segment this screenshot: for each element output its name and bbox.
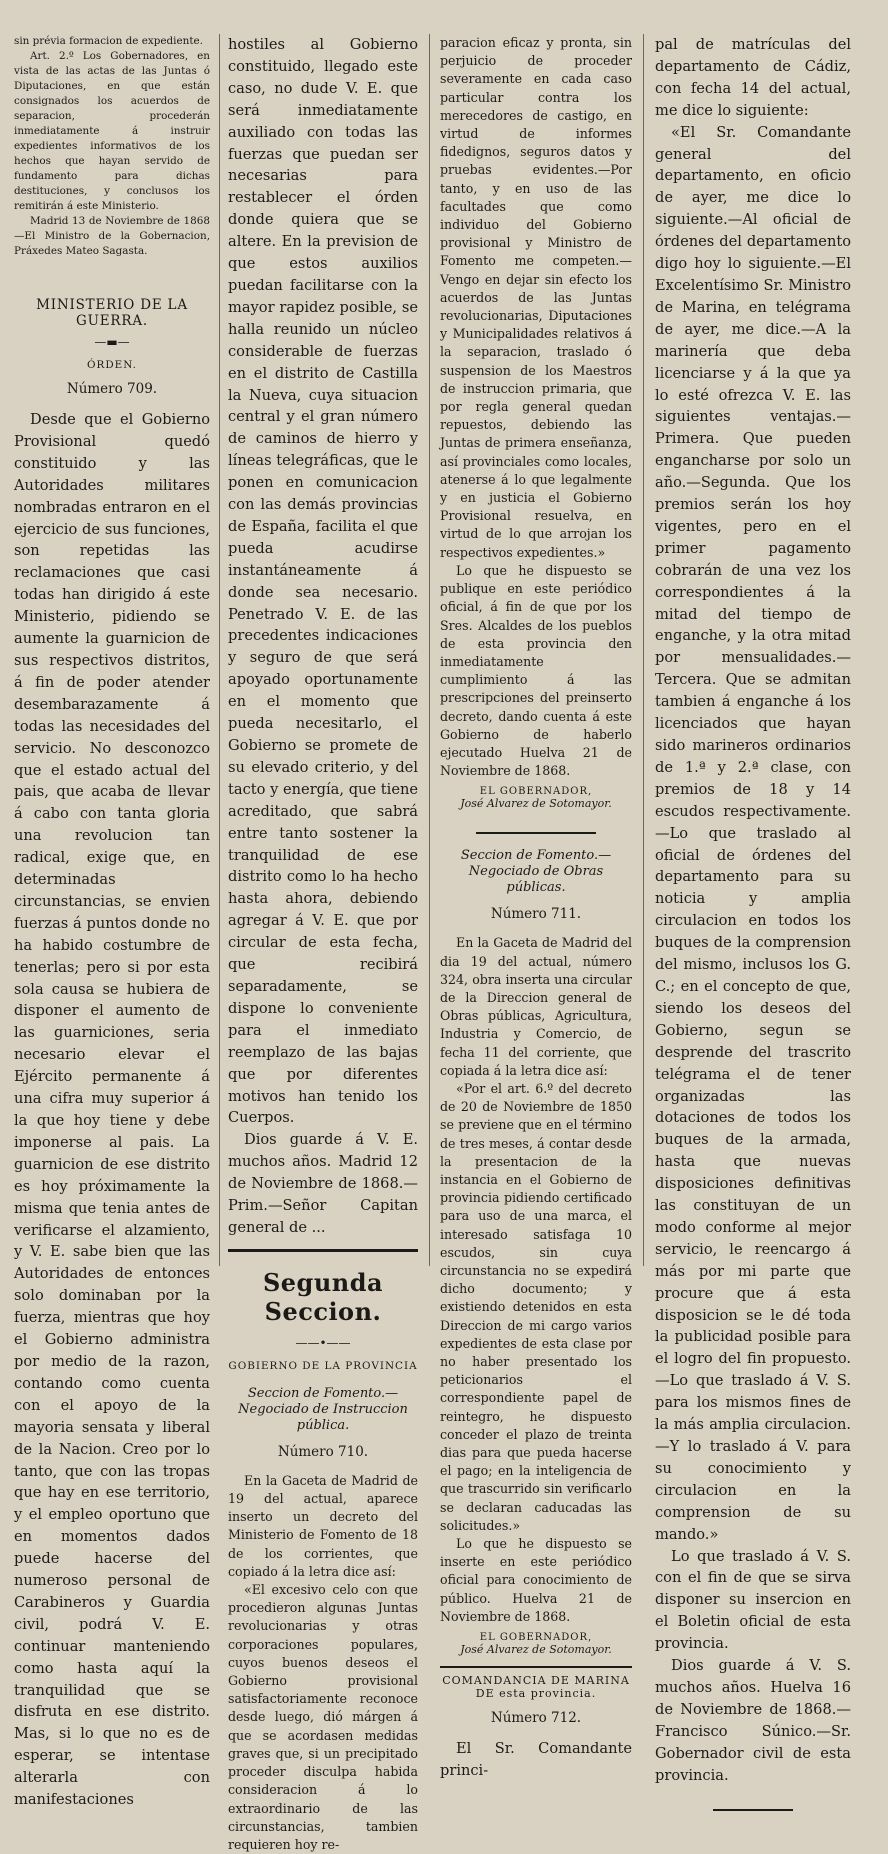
col2-body: hostiles al Gobierno constituido, llegado este caso, no dude V. E. que será inmediatamente auxiliado con todas las fuerzas que puedan ser necesarias para restablecer el órden donde quiera que se altere. En la prevision de que estos auxilios puedan facilitarse con la mayor rapidez posible, se halla reunido un núcleo considerable de fuerzas en el distrito de Castilla la Nueva, cuya situacion central y el gran número de caminos de hierro y líneas telegráficas, que le ponen en comunicacion con las demás provincias de España, facilita el que pueda acudirse instantáneamente á donde sea necesario. Penetrado V. E. de las precedentes indicaciones y seguro de que será apoyado oportunamente en el momento que pueda necesitarlo, el Gobierno se promete de su elevado criterio, y del tacto y energía, que tiene acreditado, que sabrá entre tanto sostener la tranquilidad de ese distrito como lo ha hecho hasta ahora, debiendo agregar á V. E. que por circular de esta fecha, que recibirá separadamente, se dispone lo conveniente para el inmediato reemplazo de las bajas que por diferentes motivos han tenido los Cuerpos. — [228, 36, 418, 1127]
orden-label: ÓRDEN. — [87, 359, 137, 371]
numero-710: Número 710. — [277, 1443, 369, 1460]
subtitle-obras-publicas: Seccion de Fomento.—Negociado de Obras públicas. — [460, 848, 612, 896]
signature-title-2: EL GOBERNADOR, — [479, 1632, 593, 1644]
numero-709: Número 709. — [66, 381, 158, 397]
signature-title: EL GOBERNADOR, — [479, 786, 593, 798]
comandancia-heading: COMANDANCIA DE MARINA DE esta provincia. — [442, 1674, 630, 1701]
ornament-divider: ——•—— — [295, 1335, 351, 1350]
col3-text-6: El Sr. Comandante princi- — [440, 1740, 632, 1779]
section-heading-ministerio: MINISTERIO DE LA GUERRA. — [36, 297, 188, 329]
col2-text-2: «El excesivo celo con que procedieron algunas Juntas revolucionarias y otras corporaciones populares, cuyos buenos deseos el Gobierno provisional satisfactoriamente reconoce desde luego, dió márgen á que se acordasen medidas graves que, si un precipitado proceder disculpa habida consideracion á lo extraordinario de las circunstancias, tambien requieren hoy re- — [228, 1582, 418, 1852]
column-3 — [440, 34, 632, 1779]
numero-711: Número 711. — [490, 906, 582, 923]
col3-text-1: paracion eficaz y pronta, sin perjuicio de proceder severamente en cada caso particular contra los merecedores de castigo, en virtud de informes fidedignos, seguros datos y pruebas evidentes.—Por tanto, y en uso de las facultades que como individuo del Gobierno provisional y Ministro de Fomento me competen.—Vengo en dejar sin efecto los acuerdos de las Juntas revolucionarias, Diputaciones y Municipalidades relativos á la separacion, traslado ó suspension de los Maestros de instruccion primaria, que por regla general quedan repuestos, debiendo las Juntas de primera enseñanza, así provinciales como locales, atenerse á lo que legalmente y en justicia el Gobierno Provisional resuelva, en virtud de lo que arrojan los respectivos expedientes.» — [440, 35, 632, 560]
signature-name-2: José Alvarez de Sotomayor. — [460, 1643, 612, 1657]
column-2 — [228, 34, 418, 1852]
segunda-seccion-title: Segunda Seccion. — [262, 1267, 384, 1326]
col4-text-1: pal de matrículas del departamento de Cádiz, con fecha 14 del actual, me dice lo siguiente: — [655, 36, 851, 119]
column-divider — [219, 34, 220, 1266]
end-rule — [713, 1809, 793, 1811]
column-1 — [14, 34, 210, 1809]
numero-712: Número 712. — [490, 1710, 582, 1727]
col4-text-4: Dios guarde á V. S. muchos años. Huelva 16 de Noviembre de 1868.—Francisco Súnico.—Sr. Gobernador civil de esta provincia. — [655, 1657, 851, 1784]
signature-name: José Alvarez de Sotomayor. — [460, 797, 612, 811]
col2-closing: Dios guarde á V. E. muchos años. Madrid 12 de Noviembre de 1868.—Prim.—Señor Capitan general de ... — [228, 1131, 418, 1236]
col1-body: Desde que el Gobierno Provisional quedó constituido y las Autoridades militares nombradas entraron en el ejercicio de sus funciones, son repetidas las reclamaciones que casi todas han dirigido á este Ministerio, pidiendo se aumente la guarnicion de sus respectivos distritos, á fin de poder atender desembarazamente á todas las necesidades del servicio. No desconozco que el estado actual del pais, que acaba de llevar á cabo con tanta gloria una revolucion tan radical, exige que, en determinadas circunstancias, se envien fuerzas á puntos donde no ha habido costumbre de tenerlas; pero si por esta sola causa se hubiera de disponer el aumento de las guarniciones, seria necesario elevar el Ejército permanente á una cifra muy superior á la que hoy tiene y debe imponerse al pais. La guarnicion de ese distrito es hoy próximamente la misma que tenia antes de verificarse el alzamiento, y V. E. sabe bien que las Autoridades de entonces solo dominaban por la fuerza, mientras que hoy el Gobierno administra por medio de la razon, contando como cuenta con el apoyo de la mayoria sensata y liberal de la Nacion. Creo por lo tanto, que con las tropas que hay en ese territorio, y el empleo oportuno que en momentos dados puede hacerse del numeroso personal de Carabineros y Guardia civil, podrá V. E. continuar manteniendo como hasta aquí la tranquilidad que se disfruta en ese distrito. Mas, si lo que no es de esperar, se intentase alterarla con manifestaciones — [14, 411, 210, 1809]
rule — [440, 1666, 632, 1668]
col3-text-2: Lo que he dispuesto se publique en este periódico oficial, á fin de que por los Sres. Alcaldes de los pueblos de esta provincia den inmediatamente cumplimiento á las prescripciones del preinserto decreto, dando cuenta á este Gobierno de haberlo ejecutado Huelva 21 de Noviembre de 1868. — [440, 562, 632, 779]
column-divider — [429, 34, 430, 1266]
thick-rule — [228, 1249, 418, 1252]
col2-text-1: En la Gaceta de Madrid de 19 del actual, aparece inserto un decreto del Ministerio de Fomento de 18 de los corrientes, que copiado á la letra dice así: — [228, 1472, 418, 1579]
col1-top-line: sin prévia formacion de expediente. — [14, 35, 203, 47]
col3-text-5: Lo que he dispuesto se inserte en este periódico oficial para conocimiento de público. Huelva 21 de Noviembre de 1868. — [440, 1536, 632, 1624]
col1-article-2: Art. 2.º Los Gobernadores, en vista de las actas de las Juntas ó Diputaciones, en que están consignados los acuerdos de separacion, procederán inmediatamente á instruir expedientes informativos de los hechos que hayan servido de fundamento para dichas destituciones, y conclusos los remitirán á este Ministerio. — [14, 50, 210, 212]
col3-text-4: «Por el art. 6.º del decreto de 20 de Noviembre de 1850 se previene que en el término de tres meses, á contar desde la presentacion de la instancia en el Gobierno de provincia pidiendo certificado para uso de una marca, el interesado satisfaga 10 escudos, sin cuya circunstancia no se expedirá dicho documento; y existiendo detenidos en esta Direccion de mi cargo varios expedientes de esta clase por no haber presentado los peticionarios el correspondiente papel de reintegro, he dispuesto conceder el plazo de treinta dias para que pueda hacerse el pago; en la inteligencia de que trascurrido sin verificarlo se declaran caducadas las solicitudes.» — [440, 1080, 632, 1533]
col4-text-3: Lo que traslado á V. S. con el fin de que se sirva disponer su insercion en el Boletin oficial de esta provincia. — [655, 1547, 851, 1653]
gobierno-provincia-heading: GOBIERNO DE LA PROVINCIA — [228, 1359, 418, 1372]
subtitle-instruccion: Seccion de Fomento.—Negociado de Instruccion pública. — [238, 1385, 408, 1433]
divider-dash: —▬— — [94, 335, 130, 349]
column-4 — [655, 34, 851, 1784]
column-divider — [643, 34, 644, 1266]
col3-text-3: En la Gaceta de Madrid del dia 19 del actual, número 324, obra inserta una circular de la Direccion general de Obras públicas, Agricultura, Industria y Comercio, de fecha 11 del corriente, que copiada á la letra dice así: — [440, 935, 632, 1078]
short-rule — [476, 832, 596, 834]
col4-text-2: «El Sr. Comandante general del departamento, en oficio de ayer, me dice lo siguiente.—Al oficial de órdenes del departamento digo hoy lo siguiente.—El Excelentísimo Sr. Ministro de Marina, en telégrama de ayer, me dice.—A la marinería que deba licenciarse y á la que ya lo esté ofrezca V. E. las siguientes ventajas.—Primera. Que pueden engancharse por solo un año.—Segunda. Que los premios serán los hoy vigentes, pero en el primer pagamento cobrarán de una vez los correspondientes á la mitad del tiempo de enganche, y la otra mitad por mensualidades.—Tercera. Que se admitan tambien á enganche á los licenciados que hayan sido marineros ordinarios de 1.ª y 2.ª clase, con premios de 18 y 14 escudos respectivamente.—Lo que traslado al oficial de órdenes del departamento para su noticia y amplia circulacion en todos los buques de la comprension del mismo, inclusos los G. C.; en el concepto de que, siendo los deseos del Gobierno, segun se desprende del trascrito telégrama el de tener organizadas las dotaciones de todos los buques de la armada, hasta que nuevas disposiciones definitivas las constituyan de un modo conforme al mejor servicio, le reencargo á más por mi parte que procure que á esta disposicion se le dé toda la publicidad posible para el logro del fin propuesto.—Lo que traslado á V. S. para los mismos fines de la más amplia circulacion.—Y lo traslado á V. para su conocimiento y circulacion en la comprension de su mando.» — [655, 123, 851, 1543]
col1-date-signature: Madrid 13 de Noviembre de 1868 —El Ministro de la Gobernacion, Práxedes Mateo Sagasta. — [14, 215, 210, 257]
